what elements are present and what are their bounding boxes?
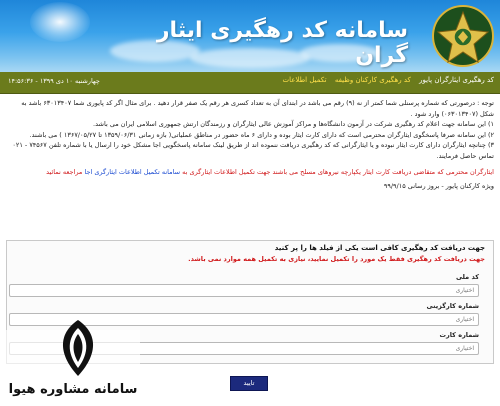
top-menu <box>277 76 494 84</box>
instruction-paragraph: ۱) این سامانه جهت اعلام کد رهگیری شرکت در آزمون دانشگاه‌ها و مراکز آموزش عالی ایثارگران و رزمندگان ارتش جمهوری اسلامی ایران می باشد. <box>93 120 494 128</box>
instruction-paragraph: ۲) این سامانه صرفا پاسخگوی ایثارگران محترمی است که دارای کارت ایثار بوده و دارای ۶ ماه حضور در مناطق عملیاتی( بازه زمانی ۱۳۵۹/۰۶/۳۱ تا ۱۳۶۷/۰۵/۲۷ ) می باشند. <box>29 130 494 139</box>
update-note: ویژه کارکنان پایور - بروز رسانی ۹۹/۹/۱۵ <box>383 182 494 190</box>
info-system-link[interactable]: سامانه تکمیل اطلاعات ایثارگری اجا <box>84 168 181 176</box>
national-id-input[interactable] <box>9 284 479 297</box>
header-banner <box>0 0 500 72</box>
watermark-text: سامانه مشاوره هیوا <box>8 382 138 397</box>
menu-item-veteran-tracking[interactable]: کد رهگیری ایثارگران پایور <box>419 76 494 84</box>
notice-body: ایثارگران محترمی که متقاضی دریافت کارت ایثار یکپارچه نیروهای مسلح می باشند جهت تکمیل اطلاعات ایثارگری به <box>182 168 494 176</box>
notice-tail: مراجعه نمائید <box>46 168 83 176</box>
instruction-paragraph: ۳) چنانچه ایثارگران دارای کارت ایثار نبوده و یا ایثارگرانی که کد رهگیری دریافت ننموده اند از طریق لینک سامانه پاسخگویی اجا مشکل خود را ارسال یا با شماره تلفن ۷۴۵۶۷ - ۰۲۱ تماس حاصل فرمایند. <box>12 141 494 160</box>
personnel-number-label: شماره کارگزینی <box>426 302 479 310</box>
card-number-label: شماره کارت <box>439 331 479 339</box>
notice-text <box>6 167 494 177</box>
site-title: سامانه کد رهگیری ایثار گران <box>156 18 408 68</box>
form-title: جهت دریافت کد رهگیری کافی است یکی از فیلد ها را پر کنید <box>274 244 485 252</box>
instruction-paragraph: توجه : درصورتی که شماره پرسنلی شما کمتر از نه (۹) رقم می باشد در ابتدای آن به تعداد کسری هر رقم یک صفر قرار دهید . برای مثال اگر کد پایوری شما ۶۳۰۱۳۴۰۷ باشد به شکل (۰۶۳۰۱۳۴۰۷) وارد شود . <box>21 99 494 118</box>
army-emblem-icon <box>430 4 496 68</box>
submit-button[interactable]: تایید <box>230 376 268 391</box>
menu-item-complete-info[interactable]: تکمیل اطلاعات <box>282 76 327 84</box>
sky-glow <box>30 2 90 42</box>
instructions-panel <box>6 98 494 191</box>
menu-item-conscript-tracking[interactable]: کد رهگیری کارکنان وظیفه <box>334 76 411 84</box>
national-id-label: کد ملی <box>455 273 479 281</box>
menu-bar <box>0 72 500 94</box>
form-hint: جهت دریافت کد رهگیری فقط یک مورد را تکمیل نمایید، نیازی به تکمیل همه موارد نمی باشد. <box>188 255 485 263</box>
current-date: چهارشنبه ۱۰ دی ۱۳۹۹ - ۱۴:۵۶:۳۶ <box>8 77 100 85</box>
hiva-logo-icon <box>48 318 108 378</box>
